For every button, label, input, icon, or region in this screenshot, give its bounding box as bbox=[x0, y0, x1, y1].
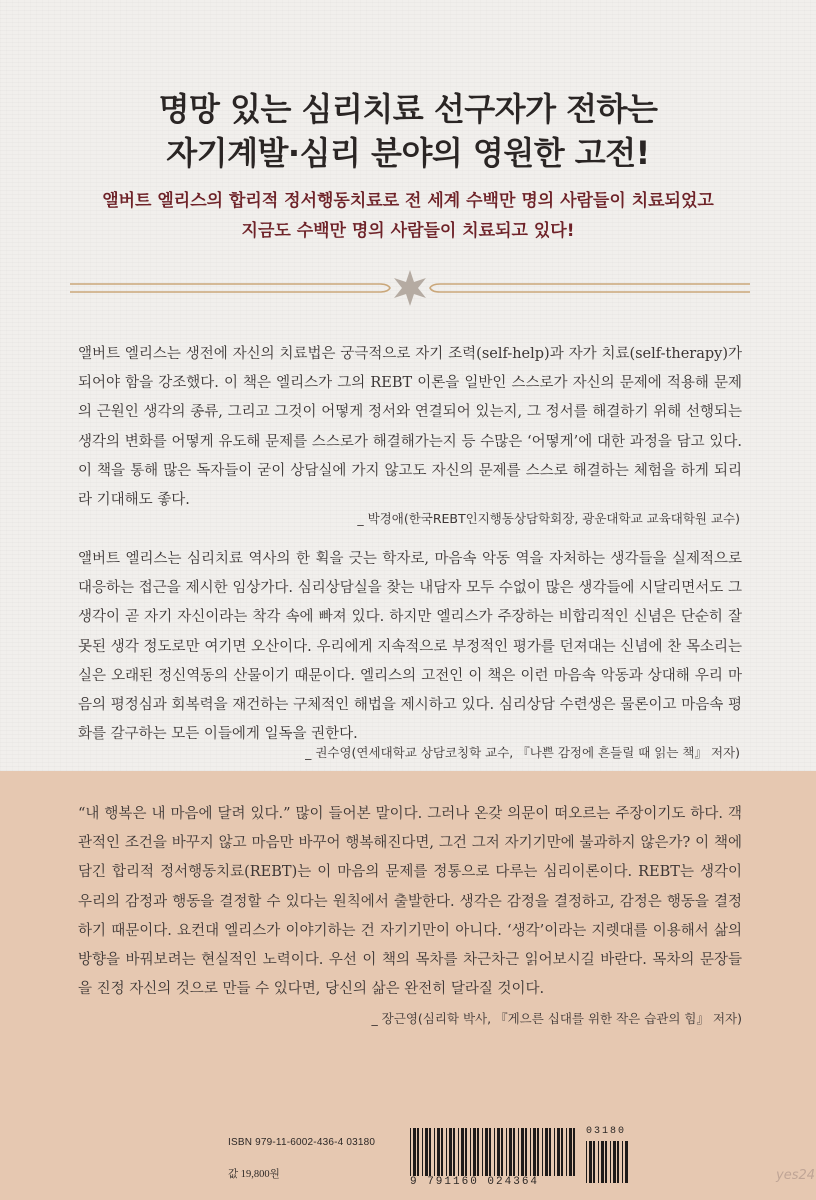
barcode-bar bbox=[422, 1128, 423, 1176]
barcode-bar bbox=[485, 1128, 488, 1176]
isbn-text: ISBN 979-11-6002-436-4 03180 bbox=[228, 1137, 376, 1148]
barcode-bar bbox=[509, 1128, 512, 1176]
barcode-bar bbox=[470, 1128, 471, 1176]
barcode-bar bbox=[537, 1128, 539, 1176]
barcode-bar bbox=[489, 1128, 491, 1176]
barcode-bar bbox=[625, 1141, 628, 1183]
barcode-addon bbox=[584, 1128, 632, 1183]
barcode-bar bbox=[494, 1128, 495, 1176]
headline-line-1: 명망 있는 심리치료 선구자가 전하는 bbox=[158, 90, 658, 128]
barcode-bar bbox=[453, 1128, 455, 1176]
barcode-bar bbox=[417, 1128, 419, 1176]
barcode-bar bbox=[598, 1141, 599, 1183]
barcode-bar bbox=[557, 1128, 560, 1176]
barcode-bar bbox=[545, 1128, 548, 1176]
barcode-bar bbox=[477, 1128, 479, 1176]
barcode-bar bbox=[617, 1141, 619, 1183]
barcode-bar bbox=[589, 1141, 592, 1183]
headline-line-2: 자기계발·심리 분야의 영원한 고전! bbox=[166, 134, 650, 172]
barcode-bar bbox=[554, 1128, 555, 1176]
barcode-bar bbox=[566, 1128, 567, 1176]
star-icon bbox=[394, 270, 426, 306]
barcode-bar bbox=[601, 1141, 604, 1183]
subheadline-line-2: 지금도 수백만 명의 사람들이 치료되고 있다! bbox=[241, 221, 575, 241]
price-text: 값 19,800원 bbox=[228, 1169, 280, 1180]
addon-digits: 03180 bbox=[586, 1126, 627, 1137]
barcode-digits: 9 791160 024364 bbox=[410, 1176, 540, 1188]
review-attribution-3: _ 장근영(심리학 박사, 『게으른 십대를 위한 작은 습관의 힘』 저자) bbox=[371, 1011, 742, 1027]
barcode-bar bbox=[425, 1128, 428, 1176]
ornament-divider bbox=[70, 270, 750, 306]
barcode-bar bbox=[586, 1141, 587, 1183]
barcode-bar bbox=[413, 1128, 416, 1176]
barcode-bar bbox=[446, 1128, 447, 1176]
barcode-bar bbox=[441, 1128, 443, 1176]
barcode-bar bbox=[506, 1128, 507, 1176]
barcode-bar bbox=[622, 1141, 623, 1183]
barcode-bar bbox=[501, 1128, 503, 1176]
barcode bbox=[408, 1128, 580, 1190]
review-text-3-body: “내 행복은 내 마음에 달려 있다.” 많이 들어본 말이다. 그러나 온갖 의문이 떠오르는 주장이기도 하다. 객관적인 조건을 바꾸지 않고 마음만 바꾸어 행복해진다면, 그건 그저 자기기만에 불과하지 않은가? 이 책에 담긴 합리적 정서행동치료(REBT)는 이 마음의 문제를 정통으로 다루는 심리이론이다. REBT는 생각이 우리의 감정과 행동을 결정할 수 있다는 원칙에서 출발한다. 생각은 감정을 결정하고, 감정은 행동을 결정하기 때문이다. 요컨대 엘리스가 이야기하는 건 자기기만이 아니다. ‘생각’이라는 지렛대를 이용해서 삶의 방향을 바꿔보려는 현실적인 노력이다. 우선 이 책의 목차를 차근차근 읽어보시길 바란다. 목차의 문장들을 진정 자신의 것으로 만들 수 있다면, 당신의 삶은 완전히 달라질 것이다. bbox=[78, 806, 742, 998]
barcode-bar bbox=[473, 1128, 476, 1176]
barcode-bar bbox=[569, 1128, 572, 1176]
barcode-bar bbox=[561, 1128, 563, 1176]
barcode-bar bbox=[533, 1128, 536, 1176]
barcode-bar bbox=[410, 1128, 411, 1176]
barcode-bar bbox=[461, 1128, 464, 1176]
subheadline-line-1: 앨버트 엘리스의 합리적 정서행동치료로 전 세계 수백만 명의 사람들이 치료되었고 bbox=[102, 191, 714, 211]
barcode-bar bbox=[449, 1128, 452, 1176]
barcode-bar bbox=[542, 1128, 543, 1176]
review-attribution-1: _ 박경애(한국REBT인지행동상담학회장, 광운대학교 교육대학원 교수) bbox=[357, 511, 740, 526]
barcode-bar bbox=[613, 1141, 616, 1183]
barcode-bar bbox=[513, 1128, 515, 1176]
barcode-bar bbox=[549, 1128, 551, 1176]
isbn-block bbox=[228, 1137, 375, 1181]
barcode-bar bbox=[518, 1128, 519, 1176]
barcode-bar bbox=[593, 1141, 595, 1183]
barcode-bar bbox=[434, 1128, 435, 1176]
barcode-bar bbox=[429, 1128, 431, 1176]
barcode-bar bbox=[458, 1128, 459, 1176]
review-text-1: 앨버트 엘리스는 생전에 자신의 치료법은 궁극적으로 자기 조력(self-help)과 자가 치료(self-therapy)가 되어야 함을 강조했다. 이 책은 엘리스가 그의 REBT 이론을 일반인 스스로가 자신의 문제에 적용해 문제의 근원인 생각의 종류, 그리고 그것이 어떻게 정서와 연결되어 있는지, 그 정서를 해결하기 위해 선행되는 생각의 변화를 어떻게 유도해 문제를 스스로가 해결해가는지 등 수많은 ‘어떻게’에 대한 과정을 담고 있다. 이 책을 통해 많은 독자들이 굳이 상담실에 가지 않고도 자신의 문제를 스스로 해결하는 체험을 하게 되리라 기대해도 좋다. bbox=[78, 346, 742, 509]
barcode-bar bbox=[521, 1128, 524, 1176]
barcode-bar bbox=[465, 1128, 467, 1176]
barcode-bar bbox=[573, 1128, 575, 1176]
barcode-bar bbox=[482, 1128, 483, 1176]
barcode-bar bbox=[610, 1141, 611, 1183]
barcode-bar bbox=[530, 1128, 531, 1176]
barcode-bar bbox=[497, 1128, 500, 1176]
barcode-bars bbox=[408, 1128, 580, 1178]
watermark: yes24 bbox=[776, 1168, 816, 1183]
barcode-bar bbox=[437, 1128, 440, 1176]
barcode-bar bbox=[605, 1141, 607, 1183]
review-text-2: 앨버트 엘리스는 심리치료 역사의 한 획을 긋는 학자로, 마음속 악동 역을 자처하는 생각들을 실제적으로 대응하는 접근을 제시한 임상가다. 심리상담실을 찾는 내담자 모두 수없이 많은 생각들에 시달리면서도 그 생각이 곧 자기 자신이라는 착각 속에 빠져 있다. 하지만 엘리스가 주장하는 비합리적인 신념은 단순히 잘못된 생각 정도로만 여기면 오산이다. 우리에게 지속적으로 부정적인 평가를 던져대는 신념에 찬 목소리는 실은 오래된 정신역동의 산물이기 때문이다. 엘리스의 고전인 이 책은 이런 마음속 악동과 상대해 우리 마음의 평정심과 회복력을 재건하는 구체적인 해법을 제시하고 있다. 심리상담 수련생은 물론이고 마음속 평화를 갈구하는 모든 이들에게 일독을 권한다. bbox=[78, 551, 742, 743]
barcode-bar bbox=[525, 1128, 527, 1176]
review-attribution-2: _ 권수영(연세대학교 상담코칭학 교수, 『나쁜 감정에 흔들릴 때 읽는 책』 저자) bbox=[305, 745, 740, 760]
addon-bars bbox=[584, 1141, 632, 1183]
review-text-3 bbox=[78, 800, 742, 1034]
